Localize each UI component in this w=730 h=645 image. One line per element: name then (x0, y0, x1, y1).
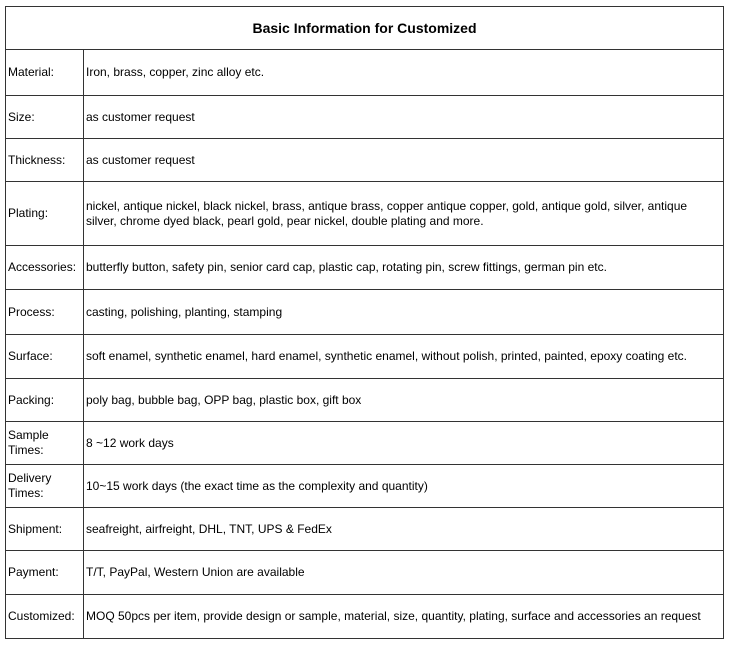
row-value: 10~15 work days (the exact time as the complexity and quantity) (84, 465, 724, 508)
table-row-shipment (6, 508, 724, 551)
table-row-size (6, 96, 724, 139)
row-value: as customer request (84, 139, 724, 182)
row-label: Process: (6, 290, 84, 335)
row-label: Accessories: (6, 246, 84, 290)
table-row-sample-times (6, 422, 724, 465)
table-row-surface (6, 335, 724, 379)
row-value: poly bag, bubble bag, OPP bag, plastic box, gift box (84, 379, 724, 422)
row-label: Payment: (6, 551, 84, 595)
row-value: casting, polishing, planting, stamping (84, 290, 724, 335)
row-value: nickel, antique nickel, black nickel, brass, antique brass, copper antique copper, gold, antique gold, silver, antique silver, chrome dyed black, pearl gold, pear nickel, double plating and more. (84, 182, 724, 246)
table-row-thickness (6, 139, 724, 182)
table-row-customized (6, 595, 724, 639)
row-label: Sample Times: (6, 422, 84, 465)
row-value: 8 ~12 work days (84, 422, 724, 465)
table-title: Basic Information for Customized (6, 7, 724, 50)
row-value: as customer request (84, 96, 724, 139)
row-value: soft enamel, synthetic enamel, hard enamel, synthetic enamel, without polish, printed, painted, epoxy coating etc. (84, 335, 724, 379)
row-label: Shipment: (6, 508, 84, 551)
table-row-material (6, 50, 724, 96)
table-row-process (6, 290, 724, 335)
row-label: Material: (6, 50, 84, 96)
row-label: Thickness: (6, 139, 84, 182)
table-row-accessories (6, 246, 724, 290)
row-label: Size: (6, 96, 84, 139)
table-row-payment (6, 551, 724, 595)
title-row (6, 7, 724, 50)
row-label: Plating: (6, 182, 84, 246)
table-row-delivery-times (6, 465, 724, 508)
row-value: MOQ 50pcs per item, provide design or sample, material, size, quantity, plating, surface and accessories an request (84, 595, 724, 639)
row-value: butterfly button, safety pin, senior card cap, plastic cap, rotating pin, screw fittings, german pin etc. (84, 246, 724, 290)
row-label: Delivery Times: (6, 465, 84, 508)
row-label: Surface: (6, 335, 84, 379)
table-row-packing (6, 379, 724, 422)
info-table (5, 6, 724, 639)
row-label: Packing: (6, 379, 84, 422)
row-value: T/T, PayPal, Western Union are available (84, 551, 724, 595)
row-value: Iron, brass, copper, zinc alloy etc. (84, 50, 724, 96)
table-row-plating (6, 182, 724, 246)
row-label: Customized: (6, 595, 84, 639)
row-value: seafreight, airfreight, DHL, TNT, UPS & FedEx (84, 508, 724, 551)
